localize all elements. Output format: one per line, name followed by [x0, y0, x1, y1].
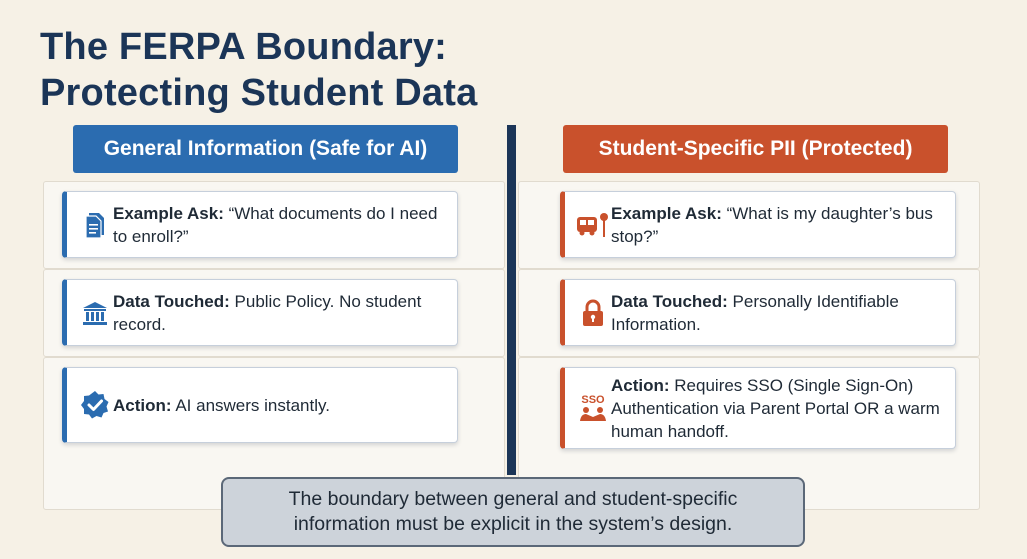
sso-handoff-icon [575, 394, 611, 422]
lock-icon [575, 299, 611, 327]
general-information-header: General Information (Safe for AI) [73, 125, 458, 173]
boundary-divider [507, 125, 516, 475]
card-label: Data Touched: [611, 291, 728, 311]
title-line-1: The FERPA Boundary: [40, 26, 448, 68]
card-label: Example Ask: [611, 203, 722, 223]
card-text: Requires SSO (Single Sign-On) Authentication via Parent Portal OR a warm human handoff. [611, 375, 940, 441]
general-action-card [62, 367, 458, 443]
card-text: Personally Identifiable Information. [611, 291, 899, 334]
general-example-ask-card [62, 191, 458, 258]
card-label: Action: [611, 375, 670, 395]
page-title [40, 24, 477, 116]
document-icon [77, 211, 113, 239]
pii-data-touched-card [560, 279, 956, 346]
bus-stop-icon [575, 212, 611, 238]
card-text: Public Policy. No student record. [113, 291, 422, 334]
card-text: AI answers instantly. [171, 395, 330, 415]
card-label: Action: [113, 395, 172, 415]
card-text: “What documents do I need to enroll?” [113, 203, 438, 246]
card-label: Data Touched: [113, 291, 230, 311]
pii-example-ask-card [560, 191, 956, 258]
card-label: Example Ask: [113, 203, 224, 223]
verified-badge-icon [77, 390, 113, 420]
pii-action-card [560, 367, 956, 449]
general-data-touched-card [62, 279, 458, 346]
title-line-2: Protecting Student Data [40, 72, 478, 114]
sso-icon-label: SSO [581, 394, 605, 406]
card-text: “What is my daughter’s bus stop?” [611, 203, 933, 246]
boundary-note: The boundary between general and student-specific information must be explicit in the system’s design. [221, 477, 805, 547]
student-pii-header: Student-Specific PII (Protected) [563, 125, 948, 173]
bank-building-icon [77, 300, 113, 326]
